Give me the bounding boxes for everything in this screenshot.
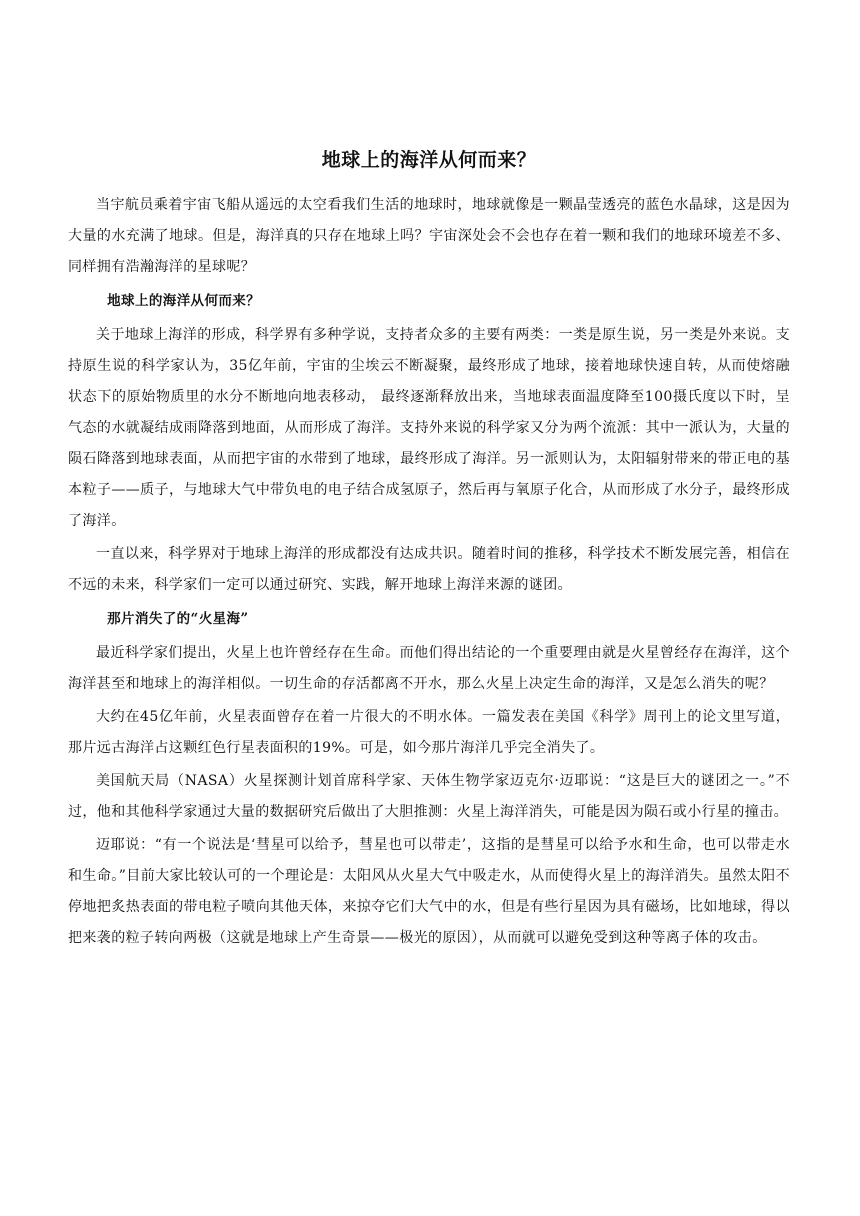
- paragraph-solar-wind: 迈耶说：“有一个说法是‘彗星可以给予，彗星也可以带走’，这指的是彗星可以给予水和生命，也可以带走水和生命。”目前大家比较认可的一个理论是：太阳风从火星大气中吸走水，从而使得火星上的海洋消失。虽然太阳不停地把炙热表面的带电粒子喷向其他天体，来掠夺它们大气中的水，但是有些行星因为具有磁场，比如地球，得以把来袭的粒子转向两极（这就是地球上产生奇景——极光的原因），从而就可以避免受到这种等离子体的攻击。: [68, 837, 790, 946]
- paragraph-mars-life: 最近科学家们提出，火星上也许曾经存在生命。而他们得出结论的一个重要理由就是火星曾经存在海洋，这个海洋甚至和地球上的海洋相似。一切生命的存活都离不开水，那么火星上决定生命的海洋，又是怎么消失的呢？: [68, 645, 790, 692]
- paragraph-nasa-quote: 美国航天局（NASA）火星探测计划首席科学家、天体生物学家迈克尔·迈耶说：“这是巨大的谜团之一。”不过，他和其他科学家通过大量的数据研究后做出了大胆推测：火星上海洋消失，可能是因为陨石或小行星的撞击。: [68, 773, 790, 820]
- paragraph-no-consensus: 一直以来，科学界对于地球上海洋的形成都没有达成共识。随着时间的推移，科学技术不断发展完善，相信在不远的未来，科学家们一定可以通过研究、实践，解开地球上海洋来源的谜团。: [68, 546, 790, 593]
- page-title: 地球上的海洋从何而来？: [321, 149, 537, 171]
- section-heading-ocean-origin: 地球上的海洋从何而来？: [107, 293, 261, 309]
- section-heading-mars-sea: 那片消失了的“火星海”: [107, 611, 249, 627]
- paragraph-mars-water-body: 大约在45亿年前，火星表面曾存在着一片很大的不明水体。一篇发表在美国《科学》周刊上的论文里写道，那片远古海洋占这颗红色行星表面积的19%。可是，如今那片海洋几乎完全消失了。: [68, 709, 790, 756]
- intro-paragraph: 当宇航员乘着宇宙飞船从遥远的太空看我们生活的地球时，地球就像是一颗晶莹透亮的蓝色水晶球，这是因为大量的水充满了地球。但是，海洋真的只存在地球上吗？宇宙深处会不会也存在着一颗和我们的地球环境差不多、同样拥有浩瀚海洋的星球呢？: [68, 197, 790, 275]
- document-body: [68, 144, 790, 956]
- paragraph-origin-theories: 关于地球上海洋的形成，科学界有多种学说，支持者众多的主要有两类：一类是原生说，另一类是外来说。支持原生说的科学家认为，35亿年前，宇宙的尘埃云不断凝聚，最终形成了地球，接着地球快速自转，从而使熔融状态下的原始物质里的水分不断地向地表移动， 最终逐渐释放出来，当地球表面温度降至100摄氏度以下时，呈气态的水就凝结成雨降落到地面，从而形成了海洋。支持外来说的科学家又分为两个流派：其中一派认为，大量的陨石降落到地球表面，从而把宇宙的水带到了地球，最终形成了海洋。另一派则认为，太阳辐射带来的带正电的基本粒子——质子，与地球大气中带负电的电子结合成氢原子，然后再与氧原子化合，从而形成了水分子，最终形成了海洋。: [68, 327, 790, 529]
